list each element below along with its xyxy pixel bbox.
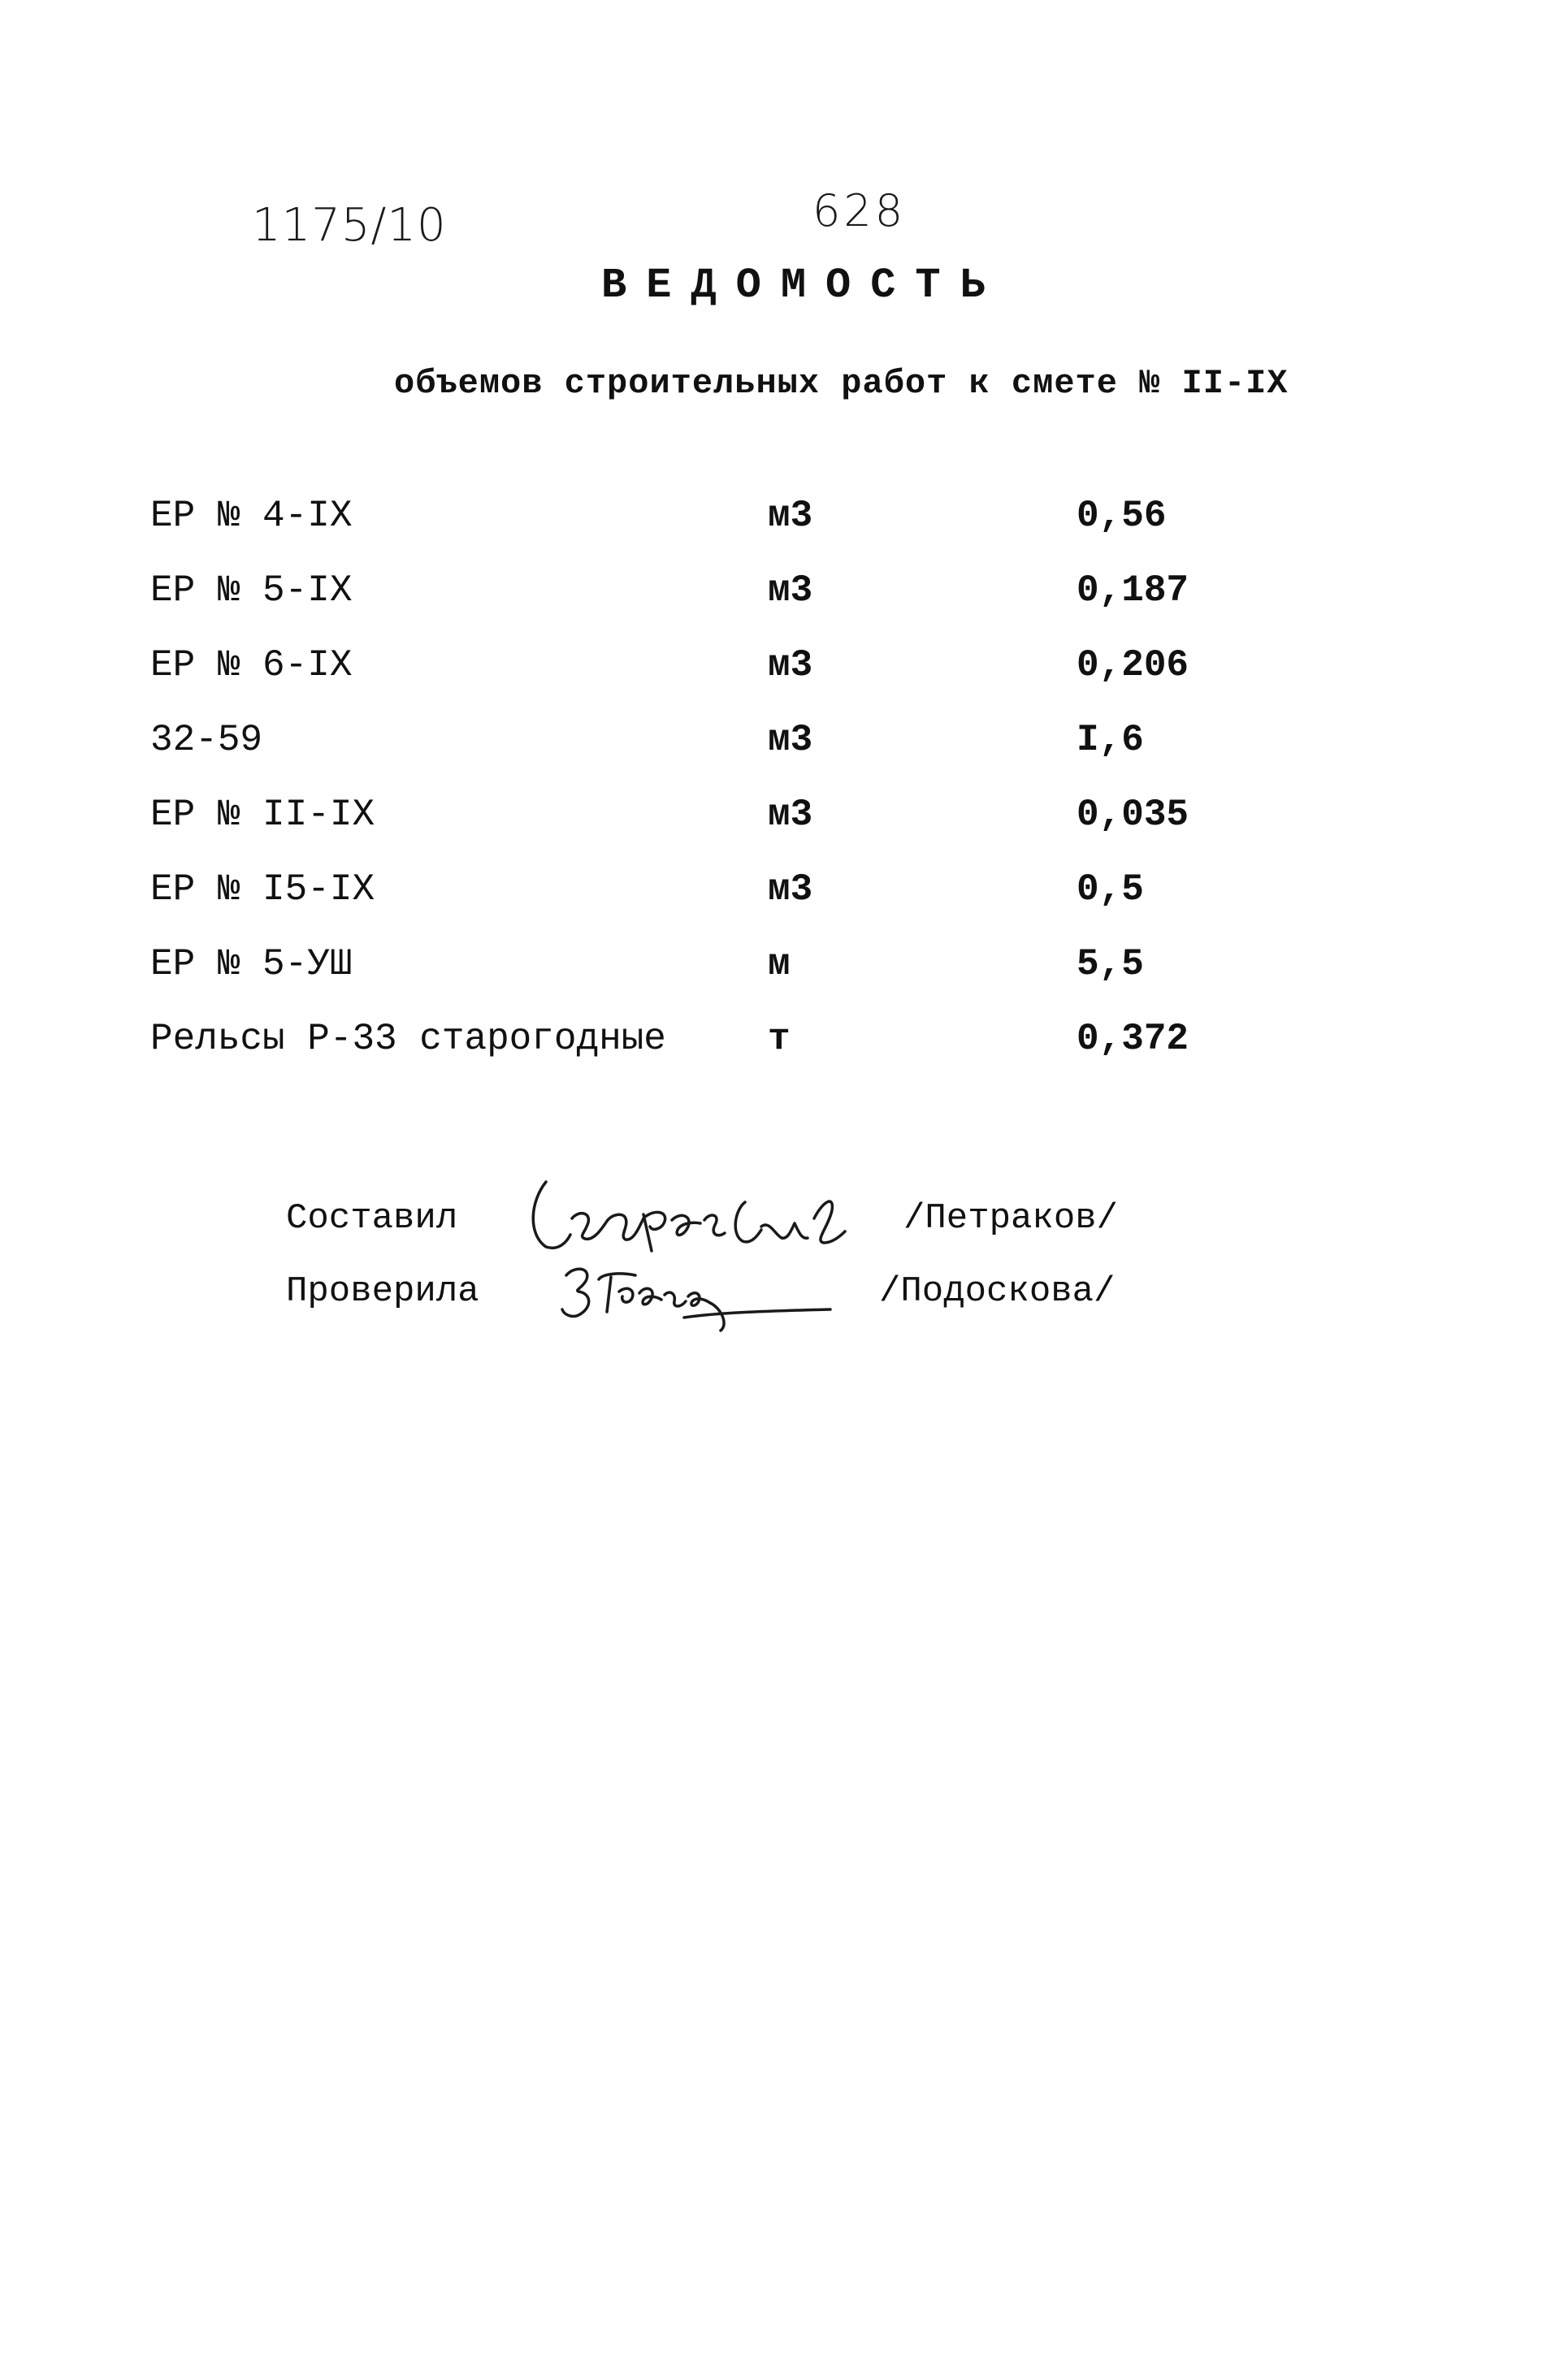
- checked-by-row: [286, 1267, 1342, 1340]
- item-quantity: 0,5: [1077, 868, 1144, 911]
- item-quantity: 5,5: [1077, 943, 1144, 985]
- handwritten-signature-checker: [522, 1243, 879, 1356]
- list-item: [150, 716, 1450, 790]
- list-item: [150, 566, 1450, 641]
- checked-by-name: /Подоскова/: [879, 1271, 1116, 1312]
- item-quantity: 0,035: [1077, 794, 1189, 836]
- item-code: ЕР № 6-IX: [150, 644, 353, 686]
- document-subtitle: объемов строительных работ к смете № II-IX: [394, 364, 1289, 403]
- item-quantity: 0,372: [1077, 1018, 1189, 1060]
- item-code: ЕР № 5-УШ: [150, 943, 353, 985]
- signature-block: [286, 1194, 1342, 1340]
- item-code: ЕР № 4-IX: [150, 495, 353, 537]
- list-item: [150, 491, 1450, 566]
- item-unit: м3: [768, 794, 813, 836]
- item-unit: м3: [768, 868, 813, 911]
- list-item: [150, 641, 1450, 716]
- item-unit: м3: [768, 569, 813, 612]
- compiled-by-name: /Петраков/: [903, 1198, 1119, 1239]
- work-volume-list: [150, 491, 1450, 1089]
- item-unit: м3: [768, 719, 813, 761]
- item-code: Рельсы Р-33 старогодные: [150, 1018, 666, 1060]
- archive-number: 1175/10: [252, 199, 447, 252]
- list-item: [150, 1015, 1450, 1089]
- item-code: ЕР № 5-IX: [150, 569, 353, 612]
- item-quantity: I,6: [1077, 719, 1144, 761]
- compiled-by-label: Составил: [286, 1198, 458, 1239]
- item-unit: м: [768, 943, 791, 985]
- item-quantity: 0,206: [1077, 644, 1189, 686]
- item-unit: м3: [768, 644, 813, 686]
- page-number: 628: [812, 185, 907, 236]
- item-code: ЕР № I5-IX: [150, 868, 375, 911]
- item-code: ЕР № II-IX: [150, 794, 375, 836]
- list-item: [150, 865, 1450, 940]
- item-code: 32-59: [150, 719, 263, 761]
- item-quantity: 0,187: [1077, 569, 1189, 612]
- item-quantity: 0,56: [1077, 495, 1167, 537]
- list-item: [150, 790, 1450, 865]
- item-unit: т: [768, 1018, 791, 1060]
- item-unit: м3: [768, 495, 813, 537]
- document-title: ВЕДОМОСТЬ: [601, 262, 1005, 309]
- list-item: [150, 940, 1450, 1015]
- checked-by-label: Проверила: [286, 1271, 479, 1312]
